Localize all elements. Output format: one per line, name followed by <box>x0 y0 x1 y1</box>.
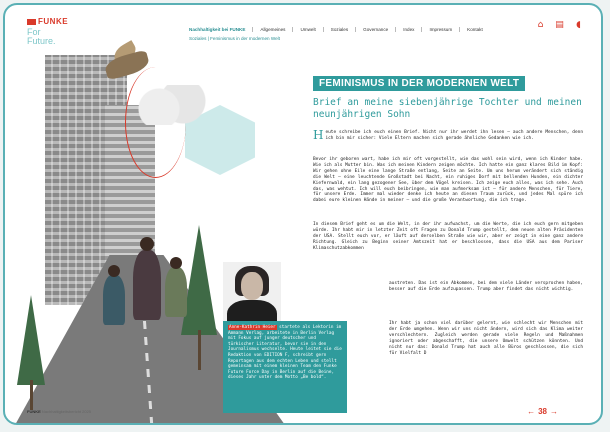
toolbar-icons <box>536 21 583 30</box>
drop-cap: H <box>313 128 324 142</box>
nav-item-soziales[interactable]: Soziales <box>323 27 355 32</box>
tree-image <box>17 295 45 385</box>
article-kicker: FEMINISMUS IN DER MODERNEN WELT <box>313 76 525 91</box>
article-paragraph: Heute schreibe ich euch einen Brief. Nicht nur ihr werdet ihn lesen – auch andere Menschen, denn ich bin mir sicher: Viele Eltern machen sich gerade ähnliche Gedanken wie ich. <box>313 128 583 142</box>
print-icon[interactable]: ▤ <box>555 20 564 30</box>
mother-head <box>140 237 154 251</box>
author-bio <box>223 321 347 413</box>
page-number: 38 <box>538 407 547 416</box>
next-page-icon[interactable]: → <box>550 407 558 416</box>
logo-claim: For Future. <box>27 27 56 46</box>
nav-item-allgemeines[interactable]: Allgemeines <box>252 27 292 32</box>
nav-item-governance[interactable]: Governance <box>355 27 395 32</box>
article-paragraph: Bevor ihr geboren wart, habe ich mir oft vorgestellt, wie das wohl sein wird, wenn ich Kinder habe. Wie ich als Mutter bin. Was ich meinen Kindern zeigen möchte. Ich hatte ein ganz klares Bild im Kopf: Wir gehen ohne Eile eine lange Straße entlang, Seite an Seite. Um uns herum verändert sich ständig die Welt – eine leuchtende Großstadt bei Nacht, ein ruhiges Dorf mit bellenden Hunden, ein dichter Kiefernwald, ein lang gezogener See, über dem Vögel kreisen. Ich zeige euch alles, was ich sehe. Auch das, was wehtut. Ich will euch beibringen, wie man aufmerksam ist – für andere Menschen, für Tiere, für unsere Erde. Immer mal wieder denke ich heute an diesen Traum zurück, und jedes Mal spüre ich dabei eure kleinen Hände in meiner – und die große Verantwortung, die ich trage. <box>313 157 583 204</box>
report-page <box>3 3 603 425</box>
main-nav <box>189 27 490 32</box>
home-icon[interactable]: ⌂ <box>537 20 544 30</box>
page-footer: FUNKE Nachhaltigkeitsbericht 2025 <box>27 409 92 414</box>
child-head <box>108 265 120 277</box>
article-header <box>313 71 583 121</box>
nav-item-impressum[interactable]: Impressum <box>421 27 459 32</box>
article-paragraph: austreten. Das ist ein Abkommen, bei dem viele Länder versprochen haben, besser auf die Erde aufzupassen. Trump aber findet das nicht wichtig. <box>389 281 583 292</box>
red-thread-line <box>125 67 186 178</box>
mother-figure <box>133 250 161 320</box>
funke-logo[interactable]: FUNKE For Future. <box>27 17 69 46</box>
funke-logo-mark-icon <box>27 19 36 25</box>
child-figure <box>165 267 187 317</box>
article-paragraph: In diesem Brief geht es um die Welt, in der ihr aufwachst, um die Werte, die ich euch gern mitgeben würde. Ihr habt mir in letzter Zeit oft Fragen zu Donald Trump gestellt, dem neuen alten Präsidenten der USA. Stellt euch vor, er läuft auf derselben Straße wie wir, aber er zeigt in eine ganz andere Richtung. Gleich zu Beginn seiner Amtszeit hat er beschlossen, dass die USA aus dem Pariser Klimaschutzabkommen <box>313 222 583 251</box>
article-paragraph: Ihr habt ja schon viel darüber gelernt, wie schlecht wir Menschen mit der Erde umgehen. Wenn wir uns nicht ändern, wird sich das Klima weiter verschlechtern. Zugleich werden gerade viele Regeln und Maßnahmen ignoriert oder abgeschafft, die unsere Umwelt schützen könnten. Und nicht nur das: Donald Trump hat auch alle Büros geschlossen, die sich für Vielfalt D <box>389 321 583 356</box>
nav-item-index[interactable]: Index <box>395 27 421 32</box>
author-name: Anne-Kathrin Heier <box>229 325 276 330</box>
nav-item-nachhaltigkeit[interactable]: Nachhaltigkeit bei FUNKE <box>189 27 246 32</box>
child-figure <box>103 275 125 325</box>
article-headline: Brief an meine siebenjährige Tochter und meinen neunjährigen Sohn <box>313 97 582 120</box>
previous-page-icon[interactable]: ← <box>527 407 536 416</box>
page-navigation <box>524 407 561 416</box>
tree-trunk <box>198 330 201 370</box>
author-portrait <box>223 262 281 328</box>
author-bio-text: startete als Lektorin im Ammann Verlag, arbeitete in Berlin Verlag mit Fokus auf junger deutscher und türkischer Literatur, bevor sie in den Journalismus wechselte. Heute leitet sie die Redaktion von EDITION F, schreibt gern Reportagen aus dem echten Leben und stellt gemeinsam mit einem kleinen Team den Funke Future Force Day in Berlin auf die Beine, dieses Jahr unter dem Motto „Be bold“. <box>228 325 342 381</box>
audio-icon[interactable]: ◖ <box>576 20 581 30</box>
child-head <box>170 257 182 269</box>
nav-item-kontakt[interactable]: Kontakt <box>459 27 490 32</box>
breadcrumb[interactable]: Soziales | Feminismus in der modernen Welt <box>189 36 280 41</box>
tree-trunk <box>30 380 33 410</box>
nav-item-umwelt[interactable]: Umwelt <box>292 27 322 32</box>
